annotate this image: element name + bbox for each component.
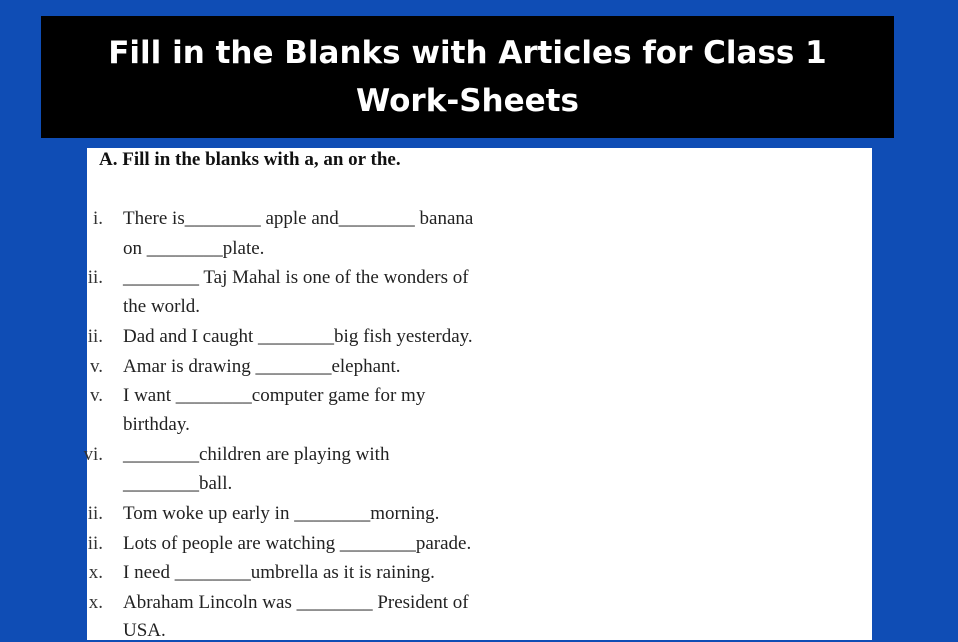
question-number: vi. [83,444,103,465]
question-number: ii. [87,326,103,347]
question-text: Abraham Lincoln was ________ President of [123,592,469,613]
question-text: ________ball. [123,473,233,494]
question-number: ii. [87,533,103,554]
worksheet [83,148,872,641]
question-text: birthday. [123,414,190,435]
question-text: I want ________computer game for my [123,385,426,406]
question-text: the world. [123,296,201,317]
question-number: x. [88,562,103,583]
title-banner [41,16,894,138]
question-number: i. [92,208,103,229]
question-text: There is________ apple and________ banana [123,208,474,229]
question-text: ________ Taj Mahal is one of the wonders of [123,267,469,288]
title-line-2: Work-Sheets [356,83,579,119]
question-number: ii. [87,503,103,524]
question-text: ________children are playing with [123,444,390,465]
title-line-1: Fill in the Blanks with Articles for Class 1 [108,35,827,71]
question-number: ii. [87,267,103,288]
question-number: v. [89,356,103,377]
question-text: Tom woke up early in ________morning. [123,503,440,524]
question-number: v. [89,385,103,406]
question-text: USA. [123,620,166,641]
worksheet-heading: A. Fill in the blanks with a, an or the. [99,149,401,170]
question-text: I need ________umbrella as it is raining. [123,562,435,583]
question-text: Amar is drawing ________elephant. [123,356,401,377]
question-number: x. [88,592,103,613]
question-text: Lots of people are watching ________parade. [123,533,472,554]
question-text: Dad and I caught ________big fish yesterday. [123,326,473,347]
question-text: on ________plate. [123,238,265,259]
